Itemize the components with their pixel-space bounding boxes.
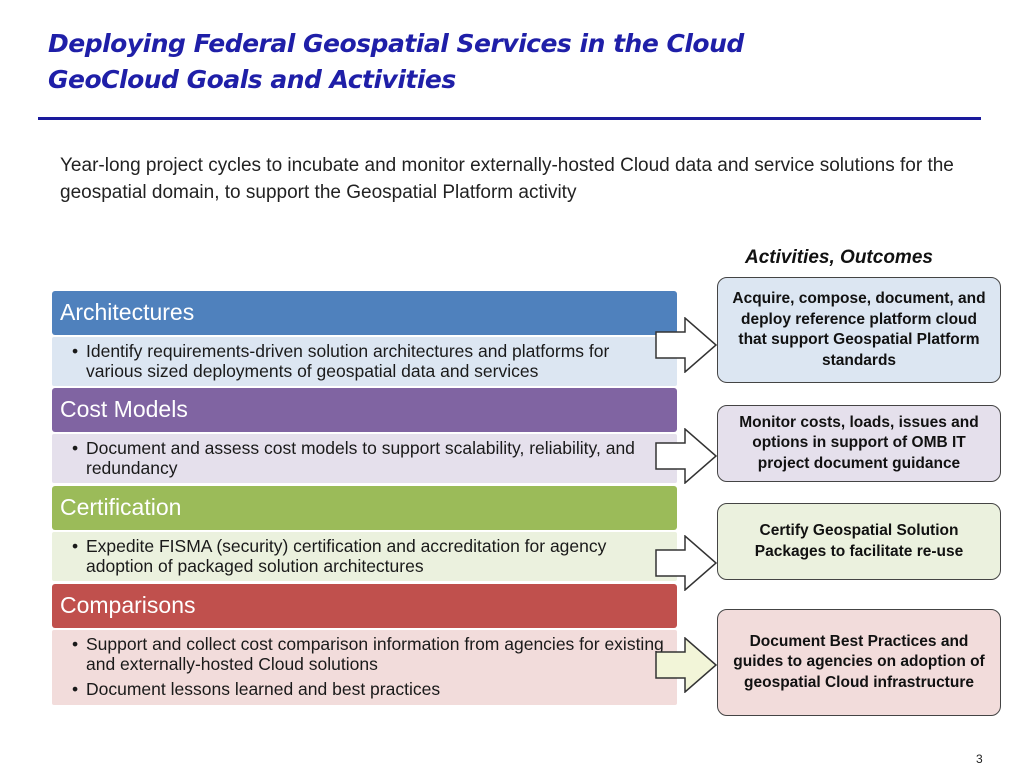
right-arrow-icon — [655, 428, 717, 484]
title-line-1: Deploying Federal Geospatial Services in the Cloud — [48, 29, 744, 58]
band-comparisons-header — [52, 584, 677, 628]
band-cost-models-header — [52, 388, 677, 432]
outcome-text: Certify Geospatial Solution Packages to facilitate re-use — [754, 522, 964, 560]
outcome-box-architectures — [717, 277, 1001, 383]
band-architectures-header — [52, 291, 677, 335]
band-certification-body — [52, 532, 677, 581]
band-certification-header — [52, 486, 677, 530]
page-number: 3 — [976, 752, 983, 766]
band-architectures-bullet: • Identify requirements-driven solution architectures and platforms for various sized deployments of geospatial data and services — [72, 341, 667, 381]
outcome-box-cost-models — [717, 405, 1001, 482]
outcome-text: Document Best Practices and guides to agencies on adoption of geospatial Cloud infrastructure — [733, 632, 985, 691]
band-architectures-body — [52, 337, 677, 386]
band-comparisons-body — [52, 630, 677, 705]
band-cost-models-title: Cost Models — [60, 396, 188, 422]
outcome-text: Monitor costs, loads, issues and options in support of OMB IT project document guidance — [739, 413, 979, 472]
right-arrow-icon — [655, 317, 717, 373]
right-arrow-icon — [655, 535, 717, 591]
outcomes-heading: Activities, Outcomes — [745, 247, 933, 268]
outcome-box-comparisons — [717, 609, 1001, 716]
band-certification-bullet: • Expedite FISMA (security) certification and accreditation for agency adoption of packaged solution architectures — [72, 536, 667, 576]
title-divider — [38, 117, 981, 120]
band-comparisons-bullet-2: • Document lessons learned and best practices — [72, 679, 667, 699]
title-line-2: GeoCloud Goals and Activities — [48, 65, 456, 94]
band-comparisons-bullet-1: • Support and collect cost comparison information from agencies for existing and externally-hosted Cloud solutions — [72, 634, 667, 674]
slide-title — [48, 26, 744, 98]
band-cost-models-bullet: • Document and assess cost models to support scalability, reliability, and redundancy — [72, 438, 667, 478]
band-certification-title: Certification — [60, 494, 182, 520]
band-cost-models-body — [52, 434, 677, 483]
outcome-text: Acquire, compose, document, and deploy reference platform cloud that support Geospatial Platform standards — [732, 290, 986, 369]
intro-text: Year-long project cycles to incubate and monitor externally-hosted Cloud data and service solutions for the geospatial domain, to support the Geospatial Platform activity — [60, 155, 954, 203]
band-architectures-title: Architectures — [60, 299, 195, 325]
right-arrow-icon — [655, 637, 717, 693]
band-comparisons-title: Comparisons — [60, 592, 196, 618]
outcome-box-certification — [717, 503, 1001, 580]
